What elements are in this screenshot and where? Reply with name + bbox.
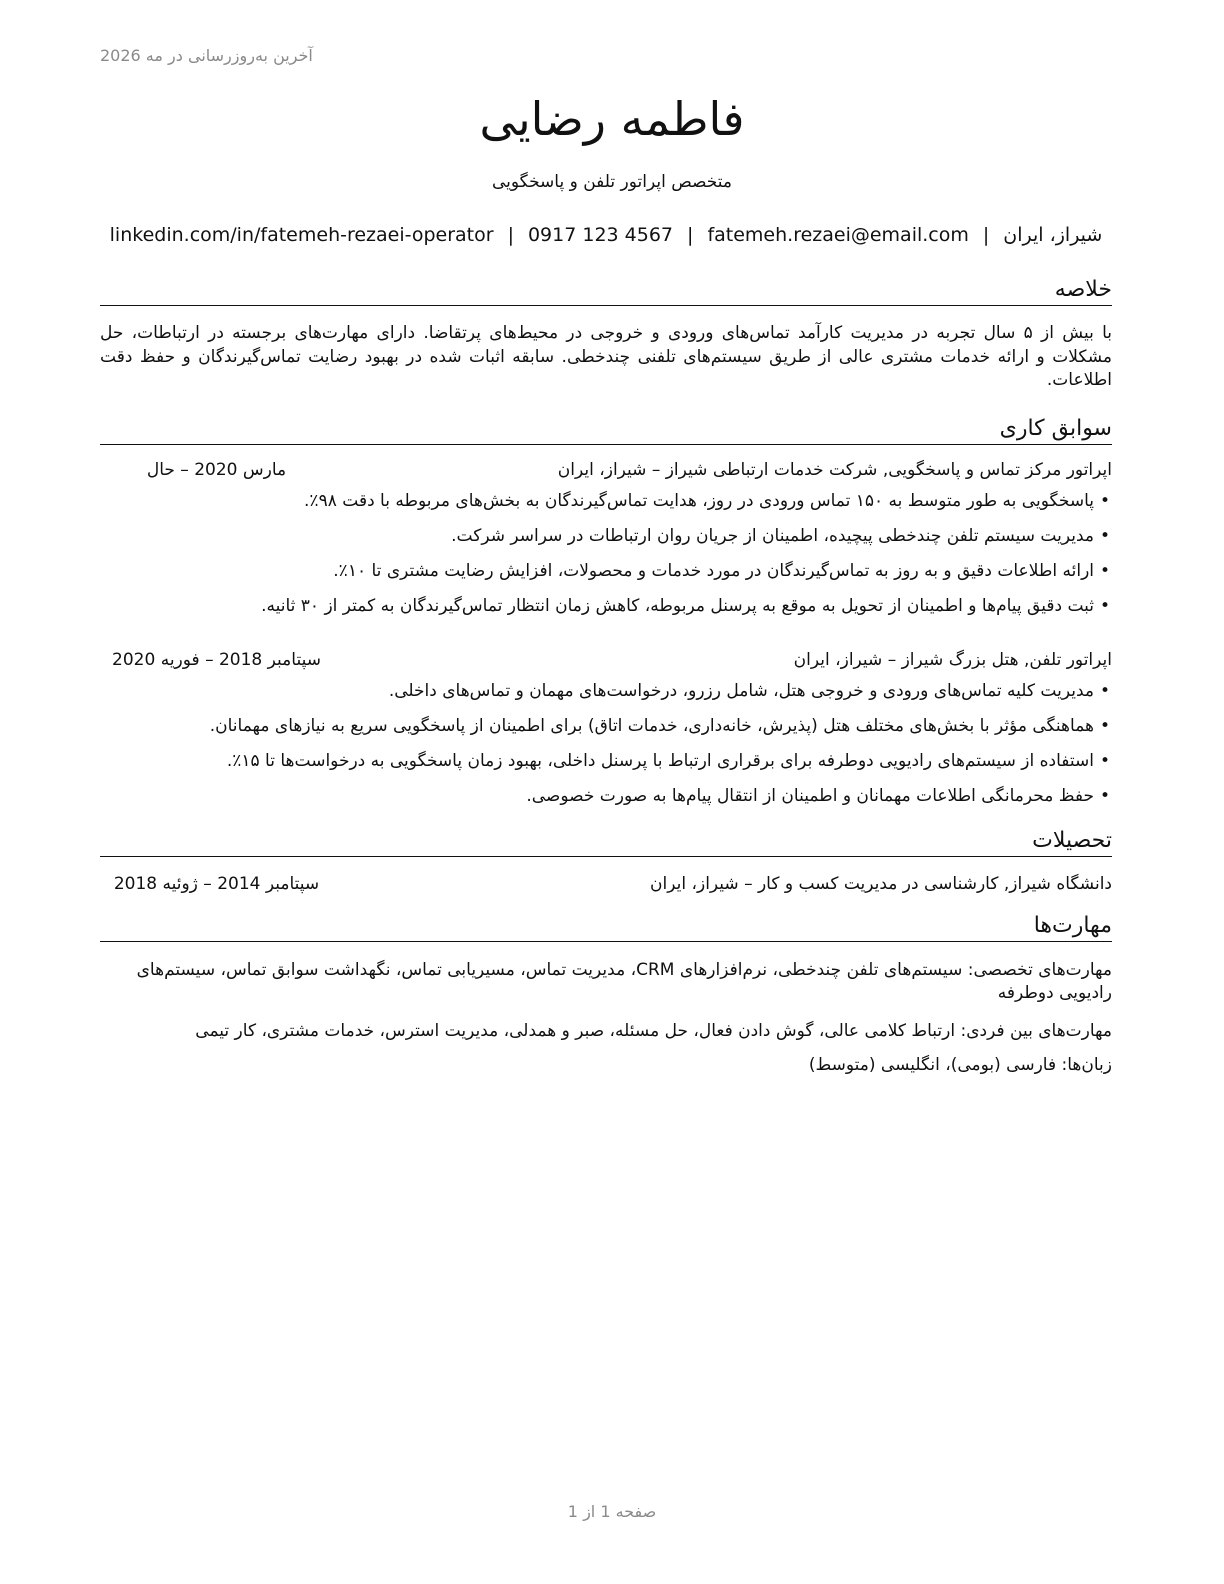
bullet-glyph: • bbox=[1099, 526, 1110, 546]
education-dates: سپتامبر 2014 – ژوئیه 2018 bbox=[113, 874, 320, 894]
bullet-text: مدیریت سیستم تلفن چندخطی پیچیده، اطمینان از جریان روان ارتباطات در سراسر شرکت. bbox=[451, 526, 1094, 546]
education-entry bbox=[100, 873, 1112, 895]
education-school-degree: دانشگاه شیراز, کارشناسی در مدیریت کسب و کار – شیراز، ایران bbox=[650, 874, 1112, 894]
job-header bbox=[100, 649, 1112, 671]
bullet-glyph: • bbox=[1099, 716, 1110, 736]
candidate-name: فاطمه رضایی bbox=[479, 92, 745, 146]
contact-separator: | bbox=[982, 224, 990, 246]
bullet-text: استفاده از سیستم‌های رادیویی دوطرفه برای برقراری ارتباط با پرسنل داخلی، بهبود زمان پاسخگویی به درخواست‌ها تا ۱۵٪. bbox=[226, 751, 1094, 771]
contact-separator: | bbox=[687, 224, 694, 246]
bullet-text: حفظ محرمانگی اطلاعات مهمانان و اطمینان از انتقال پیام‌ها به صورت خصوصی. bbox=[526, 786, 1094, 806]
section-heading-skills: مهارت‌ها bbox=[100, 912, 1112, 942]
job-bullets bbox=[100, 680, 1112, 820]
job-role-company: اپراتور تلفن, هتل بزرگ شیراز – شیراز، ایران bbox=[793, 650, 1112, 670]
job-role-company: اپراتور مرکز تماس و پاسخگویی, شرکت خدمات ارتباطی شیراز – شیراز، ایران bbox=[557, 460, 1112, 480]
section-heading-education: تحصیلات bbox=[100, 827, 1112, 857]
skills-technical: مهارت‌های تخصصی: سیستم‌های تلفن چندخطی، نرم‌افزارهای CRM، مدیریت تماس، مسیریابی تماس، نگهداشت سوابق تماس، سیستم‌های رادیویی دوطرفه bbox=[136, 960, 1112, 1003]
section-heading-experience: سوابق کاری bbox=[100, 415, 1112, 445]
page-number: صفحه 1 از 1 bbox=[567, 1502, 657, 1521]
bullet-glyph: • bbox=[1099, 491, 1110, 511]
contact-location: شیراز، ایران bbox=[1003, 224, 1103, 246]
list-item bbox=[100, 715, 1112, 750]
bullet-text: ثبت دقیق پیام‌ها و اطمینان از تحویل به موقع به پرسنل مربوطه، کاهش زمان انتظار تماس‌گیرندگان به کمتر از ۳۰ ثانیه. bbox=[261, 596, 1094, 616]
bullet-glyph: • bbox=[1099, 751, 1110, 771]
list-item bbox=[100, 750, 1112, 785]
bullet-glyph: • bbox=[1099, 786, 1110, 806]
summary-text: با بیش از ۵ سال تجربه در مدیریت کارآمد تماس‌های ورودی و خروجی در محیط‌های پرتقاضا. دارای مهارت‌های برجسته در ارتباطات، حل مشکلات و ارائه خدمات مشتری عالی از طریق سیستم‌های تلفنی چندخطی. سابقه اثبات شده در بهبود رضایت تماس‌گیرندگان و حفظ دقت اطلاعات. bbox=[100, 323, 1112, 390]
contact-phone[interactable]: 0917 123 4567 bbox=[527, 224, 674, 246]
bullet-text: پاسخگویی به طور متوسط به ۱۵۰ تماس ورودی در روز، هدایت تماس‌گیرندگان به بخش‌های مربوطه با دقت ۹۸٪. bbox=[304, 491, 1094, 511]
bullet-glyph: • bbox=[1099, 681, 1110, 701]
list-item bbox=[100, 680, 1112, 715]
contact-linkedin[interactable]: linkedin.com/in/fatemeh-rezaei-operator bbox=[109, 224, 494, 246]
contact-line bbox=[100, 224, 1112, 246]
bullet-glyph: • bbox=[1099, 596, 1110, 616]
list-item bbox=[100, 595, 1112, 630]
job-dates: مارس 2020 – حال bbox=[146, 460, 287, 480]
job-header bbox=[100, 459, 1112, 481]
contact-email[interactable]: fatemeh.rezaei@email.com bbox=[707, 224, 969, 246]
list-item bbox=[100, 525, 1112, 560]
list-item bbox=[100, 560, 1112, 595]
bullet-text: ارائه اطلاعات دقیق و به روز به تماس‌گیرندگان در مورد خدمات و محصولات، افزایش رضایت مشتری تا ۱۰٪. bbox=[333, 561, 1094, 581]
list-item bbox=[100, 490, 1112, 525]
skills-interpersonal: مهارت‌های بین فردی: ارتباط کلامی عالی، گوش دادن فعال، حل مسئله، صبر و همدلی، مدیریت استرس، خدمات مشتری، کار تیمی bbox=[195, 1021, 1112, 1041]
bullet-text: مدیریت کلیه تماس‌های ورودی و خروجی هتل، شامل رزرو، درخواست‌های مهمان و تماس‌های داخلی. bbox=[388, 681, 1094, 701]
bullet-glyph: • bbox=[1099, 561, 1110, 581]
last-updated: آخرین به‌روزرسانی در مه 2026 bbox=[100, 46, 313, 65]
skills-languages: زبان‌ها: فارسی (بومی)، انگلیسی (متوسط) bbox=[808, 1055, 1112, 1075]
section-heading-summary: خلاصه bbox=[100, 276, 1112, 306]
contact-separator: | bbox=[507, 224, 514, 246]
list-item bbox=[100, 785, 1112, 820]
job-dates: سپتامبر 2018 – فوریه 2020 bbox=[112, 650, 321, 670]
candidate-title: متخصص اپراتور تلفن و پاسخگویی bbox=[492, 172, 732, 192]
bullet-text: هماهنگی مؤثر با بخش‌های مختلف هتل (پذیرش، خانه‌داری، خدمات اتاق) برای اطمینان از پاسخگویی سریع به نیازهای مهمانان. bbox=[209, 716, 1094, 736]
job-bullets bbox=[100, 490, 1112, 630]
